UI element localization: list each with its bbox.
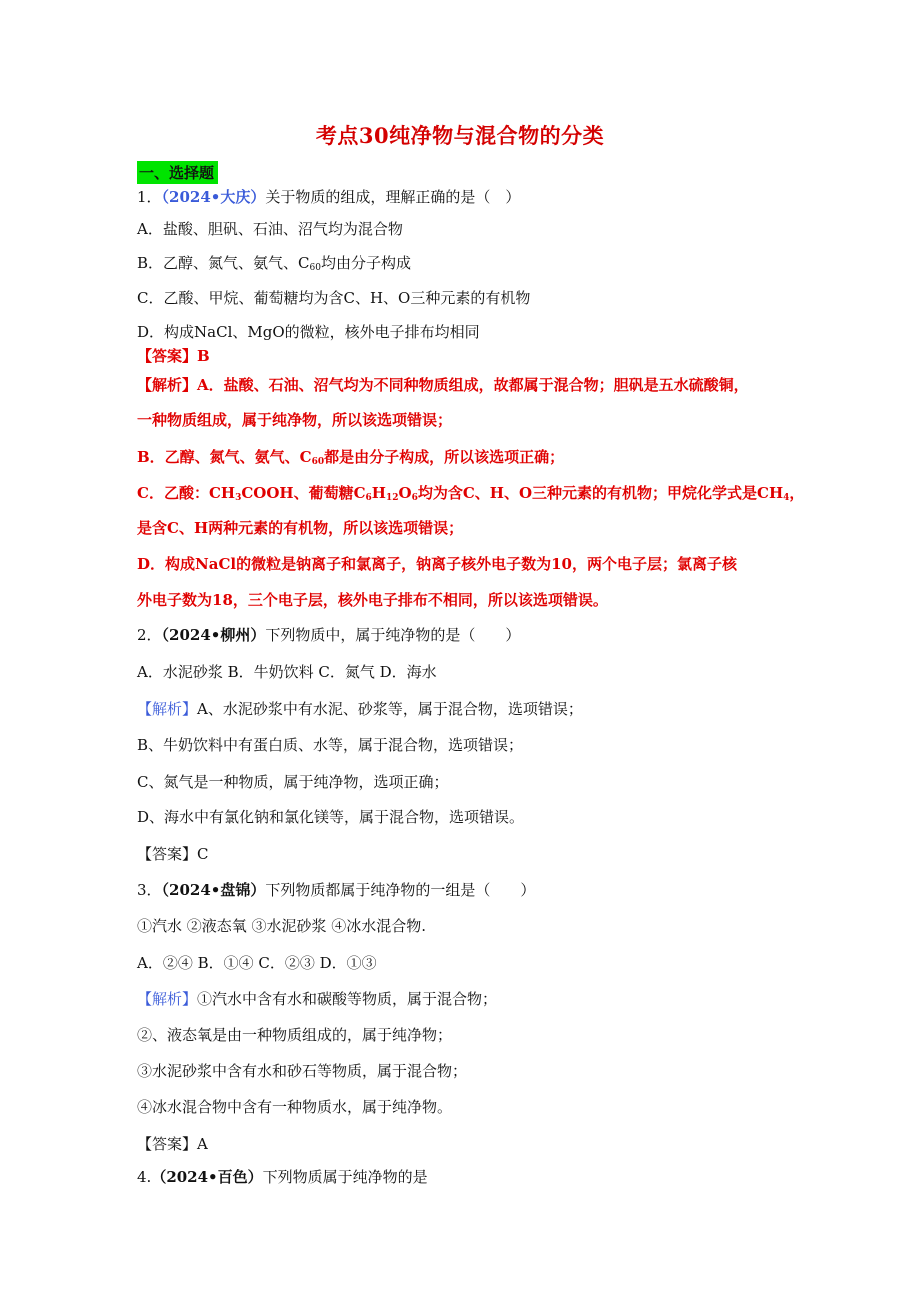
- q3-explanation-line: ③水泥砂浆中含有水和砂石等物质，属于混合物；: [137, 1062, 468, 1080]
- q1-answer: 【答案】B: [137, 347, 210, 365]
- q1-option-a: A．盐酸、胆矾、石油、沼气均为混合物: [137, 220, 403, 238]
- q1-explanation-line: C．乙酸：$CH_3COOH$、葡萄糖$C_6H_{12}O_6$均为含C、H、O三种元素的有机物；甲烷化学式是$CH_4$，: [137, 484, 805, 503]
- q2-options: A．水泥砂浆 B．牛奶饮料 C．氮气 D．海水: [137, 663, 437, 681]
- q3-items: ①汽水 ②液态氧 ③水泥砂浆 ④冰水混合物.: [137, 917, 427, 935]
- question-2-stem: 2．（2024•柳州）下列物质中，属于纯净物的是（ ）: [137, 626, 521, 644]
- q2-explanation-line: B、牛奶饮料中有蛋白质、水等，属于混合物，选项错误；: [137, 736, 524, 754]
- q1-option-d: D．构成NaCl、MgO的微粒，核外电子排布均相同: [137, 323, 480, 341]
- q3-explanation-line: 【解析】①汽水中含有水和碳酸等物质，属于混合物；: [137, 990, 498, 1008]
- section-heading: 一、选择题: [137, 161, 218, 184]
- q1-explanation-line: D．构成NaCl的微粒是钠离子和氯离子，钠离子核外电子数为10，两个电子层；氯离子核: [137, 555, 737, 573]
- q1-explanation-line: B．乙醇、氮气、氨气、$C_{60}$都是由分子构成，所以该选项正确；: [137, 448, 565, 467]
- question-source: （2024•大庆）: [161, 188, 266, 206]
- q2-explanation-line: D、海水中有氯化钠和氯化镁等，属于混合物，选项错误。: [137, 808, 525, 826]
- page-title: 考点30纯净物与混合物的分类: [315, 123, 605, 148]
- question-1-stem: [137, 186, 520, 208]
- q1-explanation-line: 外电子数为18，三个电子层，核外电子排布不相同，所以该选项错误。: [137, 591, 608, 609]
- q2-explanation-line: 【解析】A、水泥砂浆中有水泥、砂浆等，属于混合物，选项错误；: [137, 700, 583, 718]
- question-text: 关于物质的组成，理解正确的是（ ）: [265, 188, 521, 206]
- q3-answer: 【答案】A: [137, 1135, 208, 1153]
- q1-option-b: B．乙醇、氮气、氨气、$C_{60}$均由分子构成: [137, 254, 411, 273]
- q1-option-c: C．乙酸、甲烷、葡萄糖均为含C、H、O三种元素的有机物: [137, 289, 531, 307]
- q3-options: A．②④ B．①④ C．②③ D．①③: [137, 954, 377, 972]
- q1-explanation-line: 一种物质组成，属于纯净物，所以该选项错误；: [137, 411, 453, 429]
- question-4-stem: 4.（2024•百色）下列物质属于纯净物的是: [137, 1168, 428, 1186]
- q1-explanation-line: 是含C、H两种元素的有机物，所以该选项错误；: [137, 519, 464, 537]
- q2-answer: 【答案】C: [137, 845, 209, 863]
- q3-explanation-line: ④冰水混合物中含有一种物质水，属于纯净物。: [137, 1098, 453, 1116]
- q2-explanation-line: C、氮气是一种物质，属于纯净物，选项正确；: [137, 773, 449, 791]
- q1-explanation-line: 【解析】A．盐酸、石油、沼气均为不同种物质组成，故都属于混合物；胆矾是五水硫酸铜，: [137, 376, 749, 394]
- question-3-stem: 3．（2024•盘锦）下列物质都属于纯净物的一组是（ ）: [137, 881, 536, 899]
- q3-explanation-line: ②、液态氧是由一种物质组成的，属于纯净物；: [137, 1026, 453, 1044]
- question-number: 1．: [137, 188, 162, 206]
